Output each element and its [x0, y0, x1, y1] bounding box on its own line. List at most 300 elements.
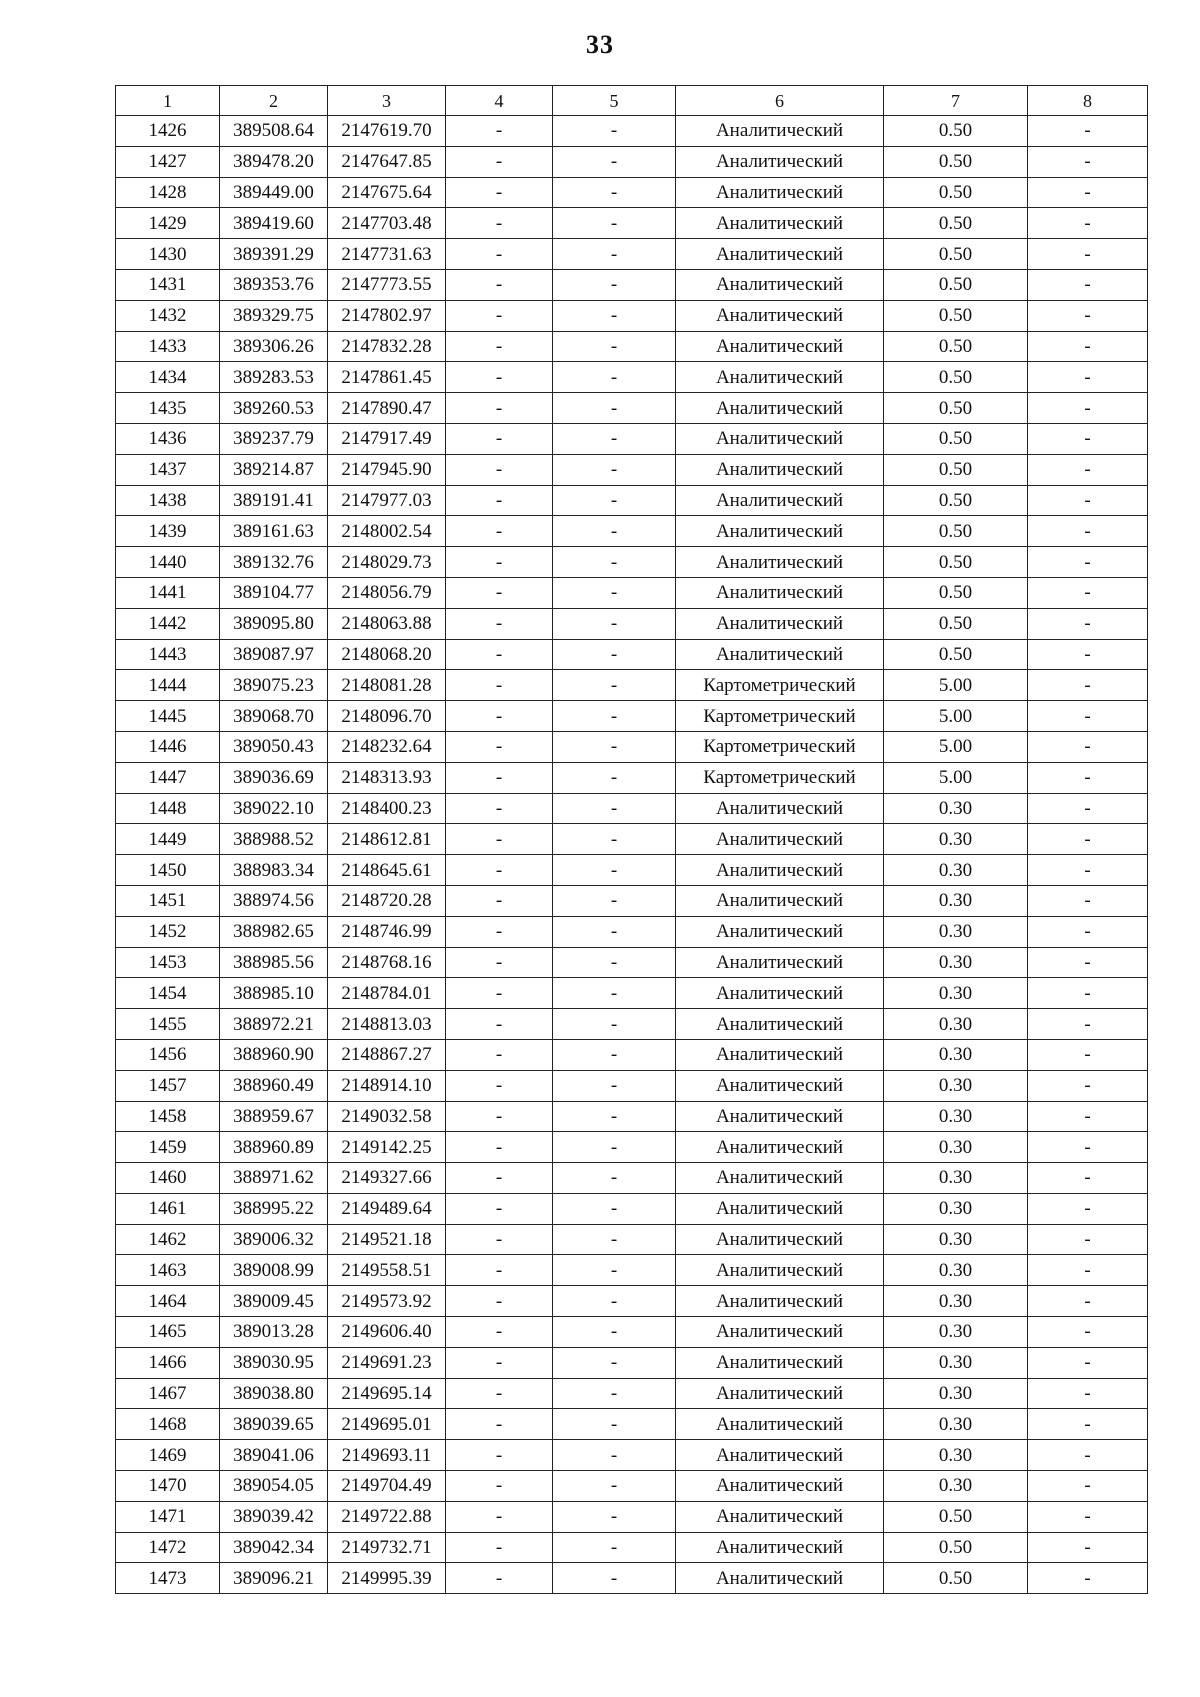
table-row: [116, 762, 1148, 793]
table-row: [116, 1532, 1148, 1563]
cell-coord-y: 2148914.10: [328, 1070, 446, 1101]
column-header-3: 3: [328, 86, 446, 116]
table-row: [116, 485, 1148, 516]
cell-col-8: -: [1028, 1039, 1148, 1070]
cell-coord-y: 2149142.25: [328, 1132, 446, 1163]
cell-coord-y: 2148400.23: [328, 793, 446, 824]
cell-coord-x: 389030.95: [220, 1347, 328, 1378]
cell-col-8: -: [1028, 947, 1148, 978]
cell-col-8: -: [1028, 208, 1148, 239]
cell-coord-y: 2147890.47: [328, 393, 446, 424]
cell-coord-y: 2149489.64: [328, 1193, 446, 1224]
cell-coord-y: 2149722.88: [328, 1501, 446, 1532]
cell-method: Аналитический: [676, 177, 884, 208]
column-header-7: 7: [884, 86, 1028, 116]
cell-accuracy: 0.30: [884, 1286, 1028, 1317]
cell-coord-x: 389068.70: [220, 701, 328, 732]
cell-point-number: 1472: [116, 1532, 220, 1563]
cell-point-number: 1450: [116, 855, 220, 886]
cell-col-8: -: [1028, 1009, 1148, 1040]
cell-coord-y: 2147802.97: [328, 300, 446, 331]
cell-method: Аналитический: [676, 947, 884, 978]
cell-col-8: -: [1028, 239, 1148, 270]
table-row: [116, 239, 1148, 270]
cell-col-4: -: [446, 1471, 553, 1502]
cell-accuracy: 0.50: [884, 608, 1028, 639]
cell-method: Аналитический: [676, 1378, 884, 1409]
cell-point-number: 1449: [116, 824, 220, 855]
cell-col-8: -: [1028, 1347, 1148, 1378]
cell-method: Аналитический: [676, 824, 884, 855]
cell-coord-x: 389022.10: [220, 793, 328, 824]
cell-accuracy: 0.50: [884, 208, 1028, 239]
cell-coord-x: 388972.21: [220, 1009, 328, 1040]
cell-point-number: 1444: [116, 670, 220, 701]
cell-point-number: 1440: [116, 547, 220, 578]
cell-coord-x: 389449.00: [220, 177, 328, 208]
cell-accuracy: 0.50: [884, 1563, 1028, 1594]
page-number: 33: [586, 30, 614, 59]
cell-col-8: -: [1028, 116, 1148, 147]
cell-col-5: -: [553, 1501, 676, 1532]
cell-coord-y: 2148645.61: [328, 855, 446, 886]
cell-coord-x: 388960.89: [220, 1132, 328, 1163]
cell-col-8: -: [1028, 1286, 1148, 1317]
cell-point-number: 1442: [116, 608, 220, 639]
cell-col-4: -: [446, 547, 553, 578]
cell-accuracy: 0.30: [884, 885, 1028, 916]
cell-accuracy: 0.50: [884, 269, 1028, 300]
cell-col-8: -: [1028, 701, 1148, 732]
cell-point-number: 1430: [116, 239, 220, 270]
cell-col-5: -: [553, 1409, 676, 1440]
cell-col-5: -: [553, 701, 676, 732]
cell-accuracy: 0.30: [884, 1132, 1028, 1163]
cell-coord-y: 2148867.27: [328, 1039, 446, 1070]
cell-col-4: -: [446, 1070, 553, 1101]
table-row: [116, 423, 1148, 454]
cell-method: Аналитический: [676, 239, 884, 270]
cell-col-8: -: [1028, 1101, 1148, 1132]
cell-col-4: -: [446, 177, 553, 208]
cell-coord-y: 2147773.55: [328, 269, 446, 300]
cell-coord-x: 389419.60: [220, 208, 328, 239]
cell-coord-x: 389039.65: [220, 1409, 328, 1440]
cell-accuracy: 0.30: [884, 1101, 1028, 1132]
cell-col-5: -: [553, 208, 676, 239]
coordinates-table: [115, 85, 1148, 1594]
cell-coord-y: 2147731.63: [328, 239, 446, 270]
column-header-5: 5: [553, 86, 676, 116]
cell-col-8: -: [1028, 577, 1148, 608]
cell-col-4: -: [446, 1163, 553, 1194]
cell-coord-y: 2147675.64: [328, 177, 446, 208]
cell-coord-x: 388985.10: [220, 978, 328, 1009]
cell-coord-x: 389391.29: [220, 239, 328, 270]
cell-col-8: -: [1028, 516, 1148, 547]
cell-method: Аналитический: [676, 885, 884, 916]
cell-accuracy: 5.00: [884, 762, 1028, 793]
table-row: [116, 1163, 1148, 1194]
cell-coord-y: 2148612.81: [328, 824, 446, 855]
cell-col-8: -: [1028, 547, 1148, 578]
cell-col-5: -: [553, 824, 676, 855]
cell-col-8: -: [1028, 824, 1148, 855]
cell-method: Аналитический: [676, 639, 884, 670]
cell-method: Аналитический: [676, 1132, 884, 1163]
cell-coord-x: 389008.99: [220, 1255, 328, 1286]
cell-coord-x: 388960.49: [220, 1070, 328, 1101]
cell-col-8: -: [1028, 1317, 1148, 1348]
table-row: [116, 978, 1148, 1009]
cell-col-4: -: [446, 731, 553, 762]
cell-col-5: -: [553, 731, 676, 762]
cell-col-5: -: [553, 362, 676, 393]
cell-method: Аналитический: [676, 1471, 884, 1502]
cell-col-8: -: [1028, 885, 1148, 916]
cell-col-4: -: [446, 1039, 553, 1070]
cell-col-8: -: [1028, 423, 1148, 454]
cell-coord-x: 388959.67: [220, 1101, 328, 1132]
cell-coord-y: 2148232.64: [328, 731, 446, 762]
cell-col-4: -: [446, 239, 553, 270]
cell-point-number: 1466: [116, 1347, 220, 1378]
cell-method: Аналитический: [676, 577, 884, 608]
table-row: [116, 331, 1148, 362]
cell-col-5: -: [553, 1532, 676, 1563]
cell-col-4: -: [446, 1347, 553, 1378]
cell-method: Аналитический: [676, 362, 884, 393]
cell-col-4: -: [446, 331, 553, 362]
cell-point-number: 1455: [116, 1009, 220, 1040]
cell-point-number: 1460: [116, 1163, 220, 1194]
cell-accuracy: 0.30: [884, 1317, 1028, 1348]
cell-coord-y: 2148068.20: [328, 639, 446, 670]
cell-method: Аналитический: [676, 1224, 884, 1255]
cell-col-4: -: [446, 1532, 553, 1563]
cell-col-5: -: [553, 608, 676, 639]
cell-method: Аналитический: [676, 331, 884, 362]
cell-col-8: -: [1028, 639, 1148, 670]
cell-accuracy: 0.50: [884, 300, 1028, 331]
cell-coord-y: 2149573.92: [328, 1286, 446, 1317]
cell-method: Аналитический: [676, 300, 884, 331]
table-row: [116, 146, 1148, 177]
cell-accuracy: 0.30: [884, 1163, 1028, 1194]
cell-point-number: 1447: [116, 762, 220, 793]
cell-accuracy: 0.30: [884, 1193, 1028, 1224]
table-row: [116, 454, 1148, 485]
cell-coord-y: 2147647.85: [328, 146, 446, 177]
cell-point-number: 1446: [116, 731, 220, 762]
cell-coord-y: 2148746.99: [328, 916, 446, 947]
cell-col-4: -: [446, 947, 553, 978]
cell-col-4: -: [446, 1501, 553, 1532]
cell-method: Аналитический: [676, 608, 884, 639]
cell-col-4: -: [446, 423, 553, 454]
cell-coord-x: 389095.80: [220, 608, 328, 639]
cell-col-4: -: [446, 1378, 553, 1409]
table-row: [116, 1409, 1148, 1440]
cell-accuracy: 0.50: [884, 393, 1028, 424]
cell-coord-y: 2148813.03: [328, 1009, 446, 1040]
cell-accuracy: 0.50: [884, 116, 1028, 147]
cell-col-8: -: [1028, 1532, 1148, 1563]
cell-point-number: 1456: [116, 1039, 220, 1070]
cell-col-4: -: [446, 1255, 553, 1286]
table-row: [116, 1501, 1148, 1532]
cell-col-4: -: [446, 516, 553, 547]
table-row: [116, 362, 1148, 393]
cell-coord-y: 2147945.90: [328, 454, 446, 485]
cell-col-8: -: [1028, 362, 1148, 393]
cell-point-number: 1470: [116, 1471, 220, 1502]
cell-col-8: -: [1028, 331, 1148, 362]
cell-col-5: -: [553, 547, 676, 578]
cell-col-4: -: [446, 208, 553, 239]
cell-accuracy: 0.30: [884, 1255, 1028, 1286]
column-header-6: 6: [676, 86, 884, 116]
cell-point-number: 1438: [116, 485, 220, 516]
table-body: [116, 116, 1148, 1594]
cell-coord-x: 389042.34: [220, 1532, 328, 1563]
cell-coord-y: 2148784.01: [328, 978, 446, 1009]
cell-col-5: -: [553, 177, 676, 208]
cell-col-5: -: [553, 1101, 676, 1132]
cell-coord-x: 389041.06: [220, 1440, 328, 1471]
cell-method: Аналитический: [676, 1317, 884, 1348]
cell-coord-x: 388960.90: [220, 1039, 328, 1070]
cell-coord-y: 2147977.03: [328, 485, 446, 516]
table-row: [116, 1440, 1148, 1471]
cell-point-number: 1465: [116, 1317, 220, 1348]
cell-point-number: 1436: [116, 423, 220, 454]
cell-coord-x: 389050.43: [220, 731, 328, 762]
cell-col-8: -: [1028, 670, 1148, 701]
cell-method: Аналитический: [676, 485, 884, 516]
cell-accuracy: 0.50: [884, 177, 1028, 208]
table-row: [116, 1317, 1148, 1348]
cell-col-4: -: [446, 885, 553, 916]
cell-coord-y: 2148029.73: [328, 547, 446, 578]
cell-point-number: 1433: [116, 331, 220, 362]
cell-method: Аналитический: [676, 1070, 884, 1101]
cell-col-5: -: [553, 1378, 676, 1409]
cell-col-4: -: [446, 362, 553, 393]
table-row: [116, 1009, 1148, 1040]
cell-col-5: -: [553, 947, 676, 978]
cell-col-8: -: [1028, 1378, 1148, 1409]
table-header: [116, 86, 1148, 116]
table-row: [116, 393, 1148, 424]
cell-col-5: -: [553, 885, 676, 916]
cell-coord-x: 388983.34: [220, 855, 328, 886]
cell-col-4: -: [446, 146, 553, 177]
cell-coord-y: 2149327.66: [328, 1163, 446, 1194]
cell-coord-y: 2149521.18: [328, 1224, 446, 1255]
cell-accuracy: 0.30: [884, 1224, 1028, 1255]
table-row: [116, 793, 1148, 824]
cell-col-5: -: [553, 1193, 676, 1224]
cell-coord-y: 2147917.49: [328, 423, 446, 454]
table-row: [116, 885, 1148, 916]
cell-coord-y: 2148056.79: [328, 577, 446, 608]
cell-col-5: -: [553, 1440, 676, 1471]
cell-coord-y: 2148063.88: [328, 608, 446, 639]
cell-col-5: -: [553, 978, 676, 1009]
cell-col-4: -: [446, 701, 553, 732]
cell-coord-y: 2149995.39: [328, 1563, 446, 1594]
table-row: [116, 1101, 1148, 1132]
cell-method: Аналитический: [676, 1501, 884, 1532]
cell-coord-x: 389013.28: [220, 1317, 328, 1348]
cell-point-number: 1469: [116, 1440, 220, 1471]
cell-col-4: -: [446, 978, 553, 1009]
cell-point-number: 1439: [116, 516, 220, 547]
cell-col-5: -: [553, 577, 676, 608]
cell-coord-y: 2149704.49: [328, 1471, 446, 1502]
cell-method: Аналитический: [676, 793, 884, 824]
cell-col-8: -: [1028, 916, 1148, 947]
cell-coord-x: 389214.87: [220, 454, 328, 485]
table-row: [116, 269, 1148, 300]
cell-coord-y: 2148313.93: [328, 762, 446, 793]
cell-col-5: -: [553, 1347, 676, 1378]
cell-coord-x: 389353.76: [220, 269, 328, 300]
cell-col-4: -: [446, 116, 553, 147]
cell-accuracy: 0.30: [884, 1440, 1028, 1471]
cell-col-4: -: [446, 639, 553, 670]
cell-col-8: -: [1028, 793, 1148, 824]
cell-col-4: -: [446, 1563, 553, 1594]
cell-col-8: -: [1028, 393, 1148, 424]
cell-coord-y: 2149695.14: [328, 1378, 446, 1409]
table-row: [116, 947, 1148, 978]
cell-accuracy: 0.30: [884, 978, 1028, 1009]
table-header-row: [116, 86, 1148, 116]
cell-coord-y: 2149693.11: [328, 1440, 446, 1471]
table-row: [116, 577, 1148, 608]
cell-accuracy: 0.30: [884, 1070, 1028, 1101]
cell-col-4: -: [446, 855, 553, 886]
table-row: [116, 116, 1148, 147]
cell-point-number: 1459: [116, 1132, 220, 1163]
cell-accuracy: 5.00: [884, 731, 1028, 762]
cell-accuracy: 0.30: [884, 1039, 1028, 1070]
cell-col-5: -: [553, 670, 676, 701]
cell-accuracy: 5.00: [884, 701, 1028, 732]
cell-col-5: -: [553, 516, 676, 547]
cell-col-8: -: [1028, 1070, 1148, 1101]
table-row: [116, 1132, 1148, 1163]
cell-col-5: -: [553, 269, 676, 300]
table-row: [116, 701, 1148, 732]
cell-col-8: -: [1028, 608, 1148, 639]
cell-method: Аналитический: [676, 208, 884, 239]
cell-method: Картометрический: [676, 670, 884, 701]
table-row: [116, 547, 1148, 578]
table-row: [116, 1224, 1148, 1255]
cell-method: Аналитический: [676, 1347, 884, 1378]
cell-point-number: 1437: [116, 454, 220, 485]
cell-point-number: 1435: [116, 393, 220, 424]
cell-col-5: -: [553, 1009, 676, 1040]
cell-col-4: -: [446, 793, 553, 824]
cell-accuracy: 0.30: [884, 1009, 1028, 1040]
table-row: [116, 1471, 1148, 1502]
cell-col-5: -: [553, 300, 676, 331]
table-row: [116, 1347, 1148, 1378]
cell-col-5: -: [553, 1039, 676, 1070]
cell-accuracy: 0.50: [884, 516, 1028, 547]
cell-point-number: 1458: [116, 1101, 220, 1132]
cell-accuracy: 0.30: [884, 824, 1028, 855]
cell-accuracy: 0.30: [884, 916, 1028, 947]
cell-method: Аналитический: [676, 547, 884, 578]
cell-coord-x: 389260.53: [220, 393, 328, 424]
cell-accuracy: 0.30: [884, 1347, 1028, 1378]
cell-col-5: -: [553, 855, 676, 886]
cell-coord-x: 389038.80: [220, 1378, 328, 1409]
cell-point-number: 1467: [116, 1378, 220, 1409]
column-header-2: 2: [220, 86, 328, 116]
cell-col-8: -: [1028, 978, 1148, 1009]
cell-col-5: -: [553, 916, 676, 947]
cell-col-8: -: [1028, 454, 1148, 485]
cell-coord-y: 2148096.70: [328, 701, 446, 732]
cell-col-5: -: [553, 146, 676, 177]
cell-coord-x: 389087.97: [220, 639, 328, 670]
cell-coord-x: 389283.53: [220, 362, 328, 393]
cell-coord-x: 388971.62: [220, 1163, 328, 1194]
table-row: [116, 177, 1148, 208]
cell-coord-x: 389132.76: [220, 547, 328, 578]
cell-col-4: -: [446, 577, 553, 608]
cell-col-8: -: [1028, 485, 1148, 516]
cell-accuracy: 0.50: [884, 454, 1028, 485]
cell-point-number: 1441: [116, 577, 220, 608]
cell-method: Аналитический: [676, 454, 884, 485]
cell-point-number: 1453: [116, 947, 220, 978]
cell-col-4: -: [446, 608, 553, 639]
cell-col-5: -: [553, 331, 676, 362]
cell-col-5: -: [553, 1132, 676, 1163]
table-row: [116, 639, 1148, 670]
cell-col-8: -: [1028, 146, 1148, 177]
cell-col-5: -: [553, 1070, 676, 1101]
cell-col-8: -: [1028, 762, 1148, 793]
cell-coord-y: 2148720.28: [328, 885, 446, 916]
table-row: [116, 1039, 1148, 1070]
cell-method: Аналитический: [676, 1532, 884, 1563]
cell-method: Аналитический: [676, 393, 884, 424]
cell-col-5: -: [553, 1163, 676, 1194]
cell-point-number: 1448: [116, 793, 220, 824]
cell-col-5: -: [553, 762, 676, 793]
cell-point-number: 1445: [116, 701, 220, 732]
cell-method: Аналитический: [676, 1101, 884, 1132]
cell-col-4: -: [446, 1224, 553, 1255]
cell-col-4: -: [446, 916, 553, 947]
cell-accuracy: 0.50: [884, 239, 1028, 270]
cell-col-5: -: [553, 1317, 676, 1348]
cell-point-number: 1468: [116, 1409, 220, 1440]
cell-method: Аналитический: [676, 855, 884, 886]
cell-col-8: -: [1028, 1255, 1148, 1286]
cell-col-5: -: [553, 393, 676, 424]
cell-col-4: -: [446, 1132, 553, 1163]
cell-col-4: -: [446, 670, 553, 701]
